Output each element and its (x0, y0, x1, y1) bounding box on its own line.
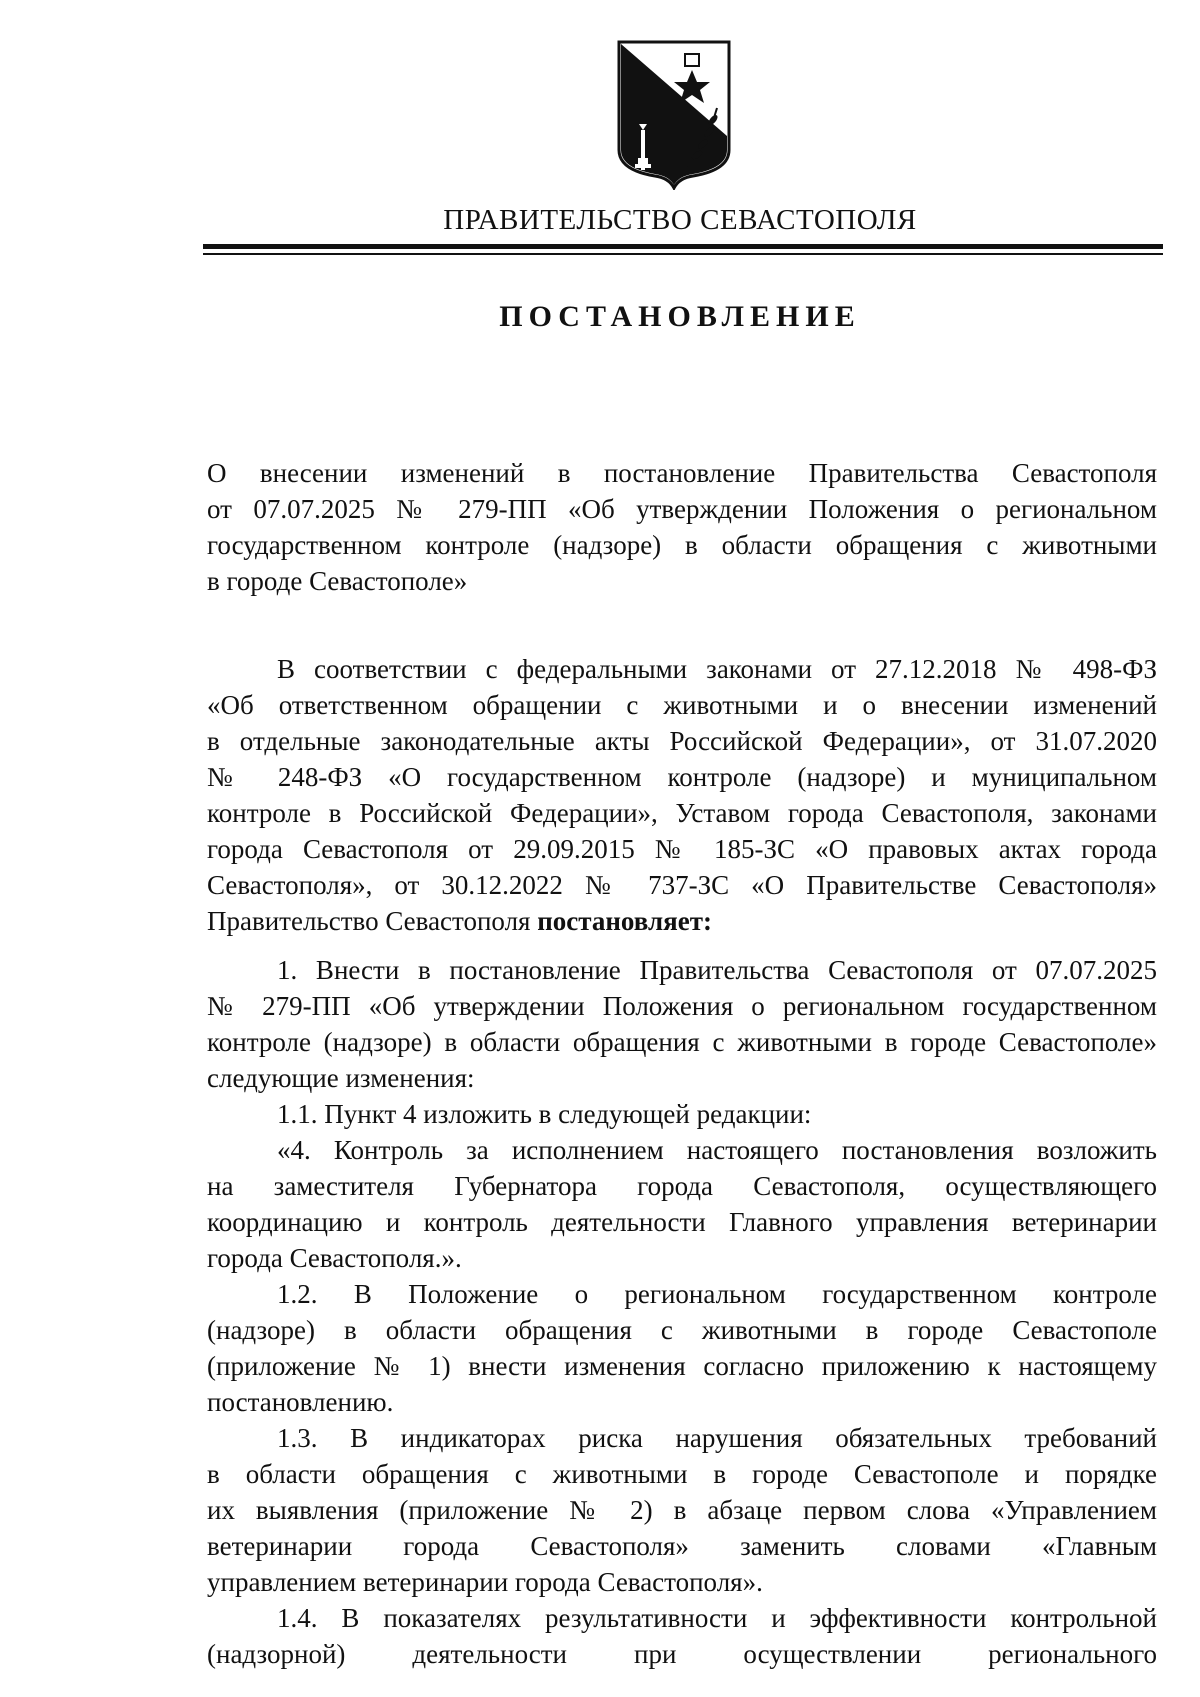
preamble-line: в отдельные законодательные акты Российской Федерации», от 31.07.2020 (207, 726, 1157, 756)
item-line: (надзоре) в области обращения с животными в городе Севастополе (207, 1315, 1157, 1345)
item-line: ветеринарии города Севастополя» заменить словами «Главным (207, 1531, 1157, 1561)
title-line: от 07.07.2025 № 279-ПП «Об утверждении Положения о региональном (207, 494, 1157, 524)
preamble-line: города Севастополя от 29.09.2015 № 185-ЗС «О правовых актах города (207, 834, 1157, 864)
item-line: координацию и контроль деятельности Главного управления ветеринарии (207, 1207, 1157, 1237)
preamble-closing-line (207, 903, 1157, 939)
preamble-line: № 248-ФЗ «О государственном контроле (надзоре) и муниципальном (207, 762, 1157, 792)
organization-name: ПРАВИТЕЛЬСТВО СЕВАСТОПОЛЯ (443, 204, 917, 236)
title-line: в городе Севастополе» (207, 566, 468, 596)
item-line: контроле (надзоре) в области обращения с животными в городе Севастополе» (207, 1027, 1157, 1057)
item-line: 1.3. В индикаторах риска нарушения обязательных требований (277, 1423, 1157, 1453)
item-line: 1.1. Пункт 4 изложить в следующей редакции: (277, 1099, 812, 1129)
preamble-closing-prefix: Правительство Севастополя (207, 906, 538, 936)
resolves-keyword: постановляет: (537, 906, 712, 936)
preamble-line: контроле в Российской Федерации», Уставом города Севастополя, законами (207, 798, 1157, 828)
sevastopol-coat-of-arms-icon (613, 38, 735, 190)
item-line: управлением ветеринарии города Севастополя». (207, 1567, 763, 1597)
preamble-line: Севастополя», от 30.12.2022 № 737-ЗС «О Правительстве Севастополя» (207, 870, 1157, 900)
header-divider-thin (203, 253, 1163, 255)
item-line: в области обращения с животными в городе Севастополе и порядке (207, 1459, 1157, 1489)
item-line: «4. Контроль за исполнением настоящего постановления возложить (277, 1135, 1157, 1165)
resolution-title (207, 455, 1157, 599)
document-type-heading: ПОСТАНОВЛЕНИЕ (499, 300, 861, 333)
preamble-line: «Об ответственном обращении с животными и о внесении изменений (207, 690, 1157, 720)
resolution-items (207, 952, 1157, 1672)
item-line: № 279-ПП «Об утверждении Положения о региональном государственном (207, 991, 1157, 1021)
item-line: (надзорной) деятельности при осуществлении регионального (207, 1639, 1157, 1669)
item-line: их выявления (приложение № 2) в абзаце первом слова «Управлением (207, 1495, 1157, 1525)
item-line: постановлению. (207, 1387, 394, 1417)
preamble-line: В соответствии с федеральными законами от 27.12.2018 № 498-ФЗ (277, 654, 1157, 684)
title-line: государственном контроле (надзоре) в области обращения с животными (207, 530, 1157, 560)
item-line: города Севастополя.». (207, 1243, 462, 1273)
item-line: (приложение № 1) внести изменения согласно приложению к настоящему (207, 1351, 1157, 1381)
item-line: следующие изменения: (207, 1063, 475, 1093)
preamble-paragraph (207, 651, 1157, 939)
item-line: 1. Внести в постановление Правительства Севастополя от 07.07.2025 (277, 955, 1157, 985)
item-line: 1.4. В показателях результативности и эффективности контрольной (277, 1603, 1157, 1633)
title-line: О внесении изменений в постановление Правительства Севастополя (207, 458, 1157, 488)
header-divider-thick (203, 244, 1163, 249)
item-line: на заместителя Губернатора города Севастополя, осуществляющего (207, 1171, 1157, 1201)
item-line: 1.2. В Положение о региональном государственном контроле (277, 1279, 1157, 1309)
